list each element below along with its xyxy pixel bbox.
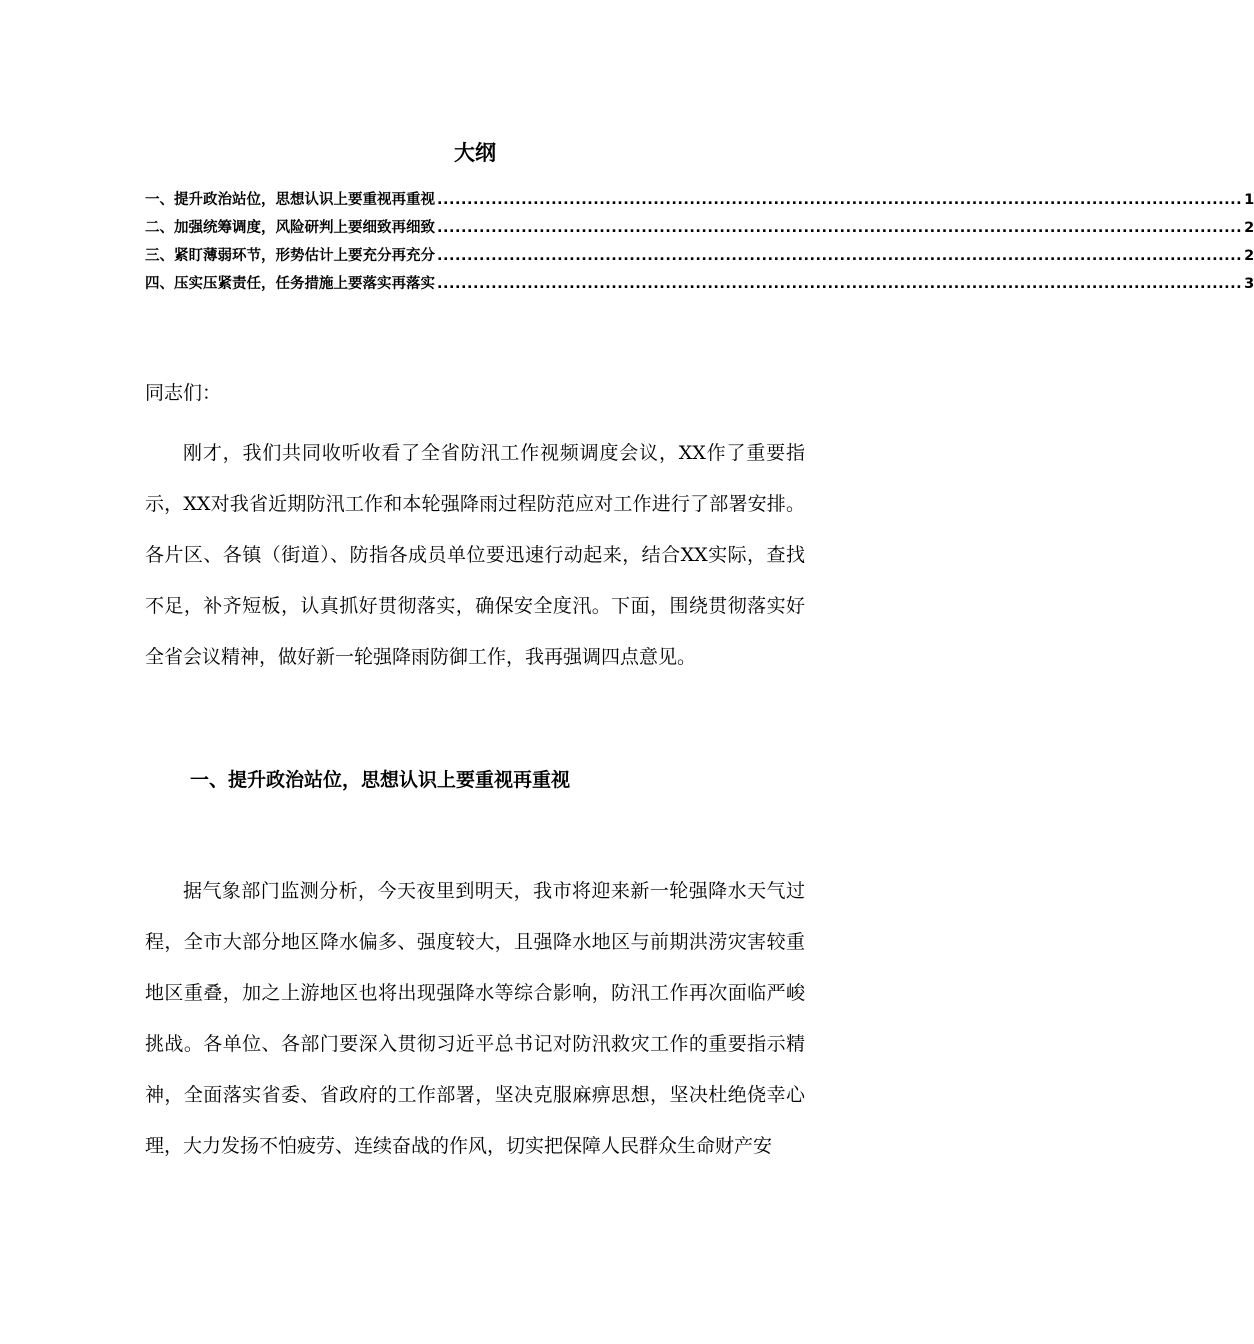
toc-entry-4[interactable] bbox=[145, 270, 1254, 298]
toc-entry-text: 二、加强统筹调度，风险研判上要细致再细致 bbox=[145, 220, 435, 236]
toc-leader-dots: ...................................................................................................................................... bbox=[437, 248, 1243, 264]
toc-entry-text: 三、紧盯薄弱环节，形势估计上要充分再充分 bbox=[145, 248, 435, 264]
section-heading-1: 一、提升政治站位，思想认识上要重视再重视 bbox=[190, 769, 571, 791]
toc-entry-text: 一、提升政治站位，思想认识上要重视再重视 bbox=[145, 192, 435, 208]
toc-page-number: 1 bbox=[1244, 192, 1254, 208]
toc-title: 大纲 bbox=[454, 141, 496, 165]
toc-leader-dots: ...................................................................................................................................... bbox=[437, 192, 1243, 208]
toc-entry-1[interactable] bbox=[145, 186, 1254, 214]
toc-page-number: 2 bbox=[1244, 220, 1254, 236]
toc-entry-2[interactable] bbox=[145, 214, 1254, 242]
toc-leader-dots: ...................................................................................................................................... bbox=[437, 220, 1243, 236]
toc-page-number: 2 bbox=[1244, 248, 1254, 264]
toc-entry-3[interactable] bbox=[145, 242, 1254, 270]
table-of-contents bbox=[145, 186, 1254, 298]
salutation: 同志们： bbox=[145, 382, 222, 404]
toc-page-number: 3 bbox=[1244, 276, 1254, 292]
body-paragraph-1: 刚才，我们共同收听收看了全省防汛工作视频调度会议，XX作了重要指示，XX对我省近期防汛工作和本轮强降雨过程防范应对工作进行了部署安排。各片区、各镇（街道）、防指各成员单位要迅速行动起来，结合XX实际，查找不足，补齐短板，认真抓好贯彻落实，确保安全度汛。下面，围绕贯彻落实好全省会议精神，做好新一轮强降雨防御工作，我再强调四点意见。 bbox=[145, 442, 805, 668]
toc-leader-dots: ...................................................................................................................................... bbox=[437, 276, 1243, 292]
toc-entry-text: 四、压实压紧责任，任务措施上要落实再落实 bbox=[145, 276, 435, 292]
body-paragraph-2: 据气象部门监测分析，今天夜里到明天，我市将迎来新一轮强降水天气过程，全市大部分地区降水偏多、强度较大，且强降水地区与前期洪涝灾害较重地区重叠，加之上游地区也将出现强降水等综合影响，防汛工作再次面临严峻挑战。各单位、各部门要深入贯彻习近平总书记对防汛救灾工作的重要指示精神，全面落实省委、省政府的工作部署，坚决克服麻痹思想，坚决杜绝侥幸心理，大力发扬不怕疲劳、连续奋战的作风，切实把保障人民群众生命财产安 bbox=[145, 880, 805, 1157]
